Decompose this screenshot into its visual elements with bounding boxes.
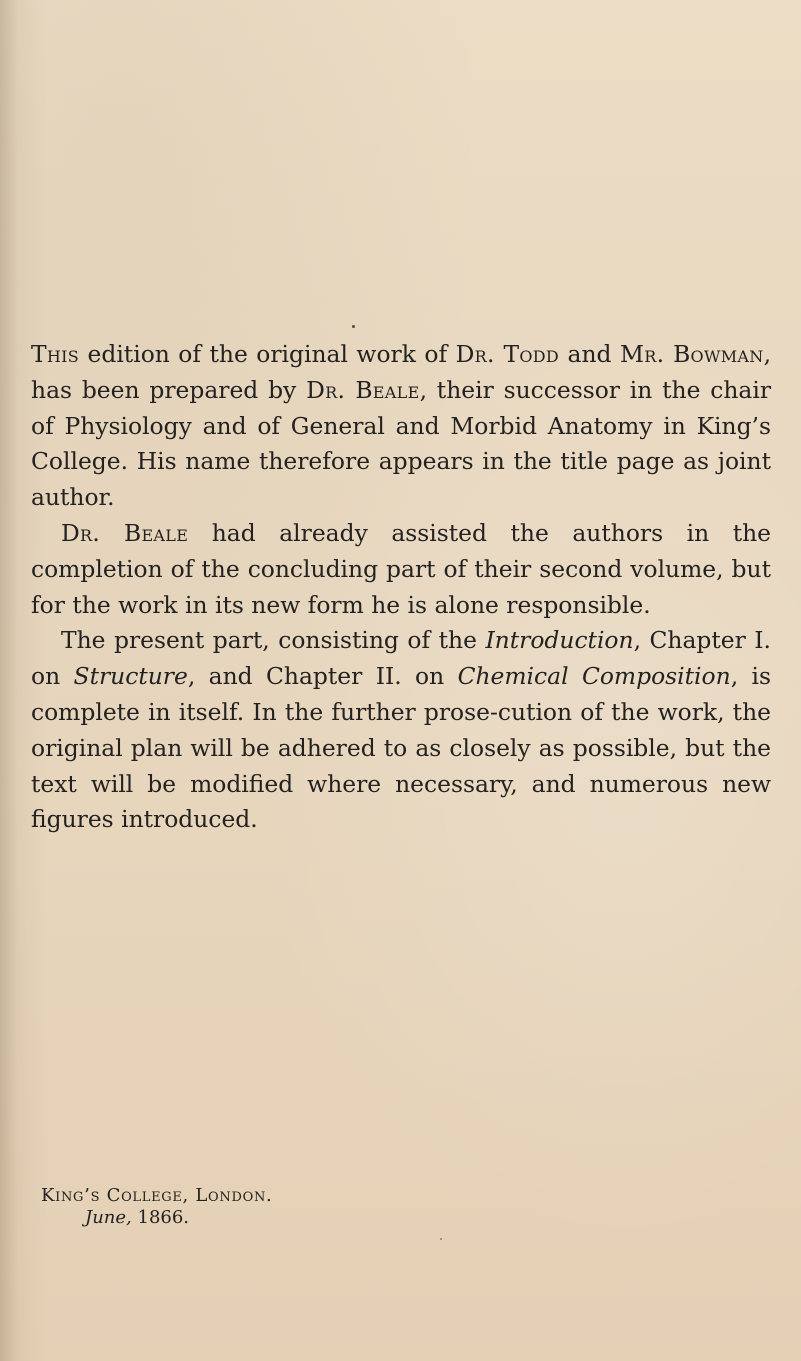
paragraph-3-text: , Chapter I. on: [31, 626, 771, 691]
paragraph-1-text: edition of the original work of: [79, 340, 456, 368]
page-edge-shadow: [0, 0, 18, 1361]
author-name: Dr. Todd: [455, 340, 560, 368]
paragraph-1-text: and: [559, 340, 620, 368]
preface-paragraph-3: [31, 623, 771, 838]
italic-term: Introduction: [485, 626, 634, 655]
paragraph-1-text: This: [31, 340, 80, 368]
paragraph-3-text: , is complete in itself. In the further prose-cution of the work, the original plan will be adhered to as closely as possible, but the text will be modified where necessary, and numerous new figures introduced.: [31, 662, 771, 834]
preface-paragraph-2: [31, 516, 771, 623]
preface-body: [31, 337, 771, 838]
ink-speck: [352, 325, 355, 328]
paragraph-1-text: , has been prepared by: [31, 340, 771, 404]
signature-date: [41, 1207, 371, 1229]
paragraph-1-text: , their successor in the chair of Physiology and of General and Morbid Anatomy in King’s College. His name therefore appears in the title page as joint author.: [31, 375, 772, 512]
ink-speck: [440, 1238, 442, 1240]
preface-paragraph-1: [31, 337, 771, 516]
author-name: Mr. Bowman: [619, 340, 764, 368]
date-month: June,: [85, 1207, 132, 1228]
paragraph-2-text: had already assisted the authors in the completion of the concluding part of their second volume, but for the work in its new form he is alone responsible.: [31, 518, 771, 619]
author-name: Dr. Beale: [61, 518, 189, 547]
paragraph-3-text: , and Chapter II. on: [187, 662, 458, 691]
italic-term: Structure: [73, 662, 188, 691]
italic-term: Chemical Composition: [457, 662, 731, 691]
paragraph-3-text: The present part, consisting of the: [61, 626, 486, 655]
author-name: Dr. Beale: [306, 375, 420, 404]
signature-block: [41, 1185, 371, 1229]
date-year: 1866.: [131, 1207, 190, 1228]
signature-place: King’s College, London.: [41, 1185, 273, 1206]
